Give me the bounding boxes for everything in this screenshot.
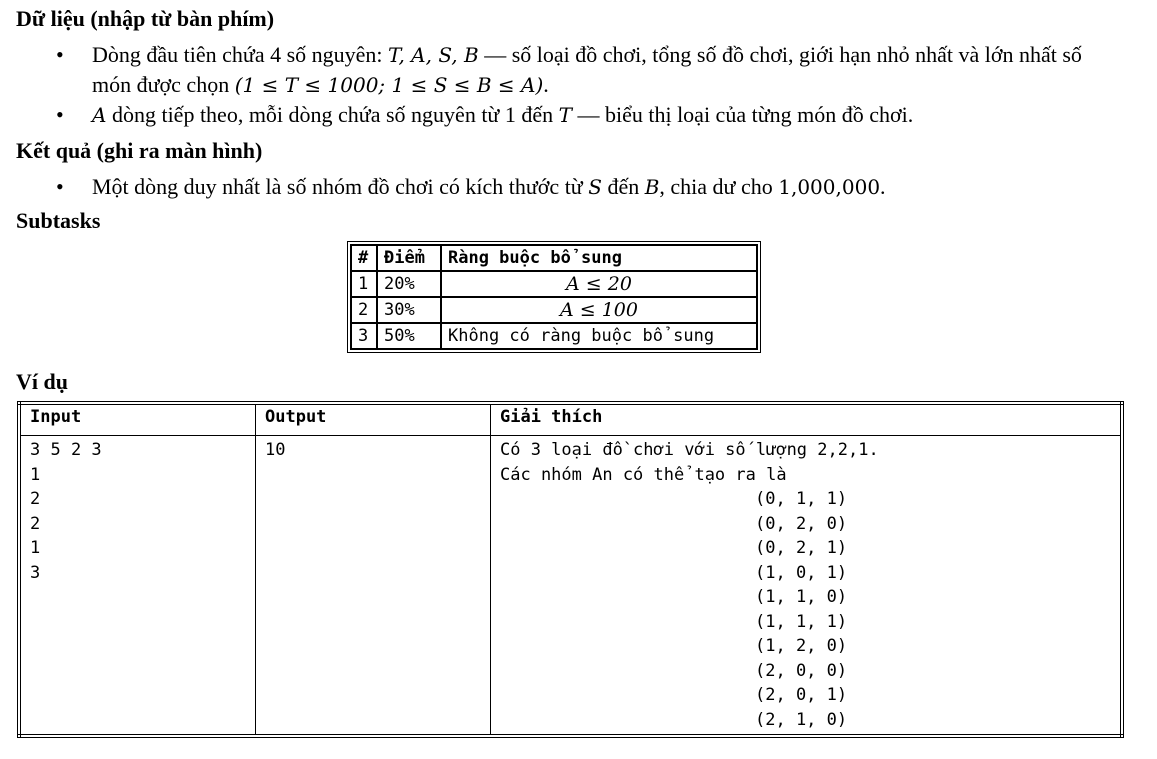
input-line: 1 bbox=[30, 464, 41, 485]
constraint: (1 ≤ T ≤ 1000; 1 ≤ S ≤ B ≤ A) bbox=[234, 73, 544, 97]
output-heading: Kết quả (ghi ra màn hình) bbox=[16, 138, 263, 163]
subtask-score: 50% bbox=[377, 323, 441, 349]
input-bullet-2: • A dòng tiếp theo, mỗi dòng chứa số nguyên từ 1 đến T — biểu thị loại của từng món đồ chơi. bbox=[54, 100, 1114, 130]
subtasks-header-row bbox=[351, 245, 757, 271]
example-heading: Ví dụ bbox=[16, 369, 68, 394]
input-line: 1 bbox=[30, 538, 41, 558]
input-line: 2 bbox=[30, 513, 41, 534]
input-heading: Dữ liệu (nhập từ bàn phím) bbox=[16, 6, 275, 31]
output-line: 10 bbox=[265, 440, 286, 460]
subtask-row bbox=[351, 297, 757, 323]
example-explain-cell bbox=[491, 436, 1123, 737]
example-header-input: Input bbox=[19, 403, 256, 436]
tuple-line: (1, 1, 1) bbox=[755, 611, 848, 632]
subtask-constraint: A ≤ 100 bbox=[441, 297, 757, 323]
tuple-line: (0, 2, 0) bbox=[755, 513, 848, 534]
tuple-line: (1, 0, 1) bbox=[755, 562, 848, 583]
subtask-score: 30% bbox=[377, 297, 441, 323]
subtasks-table bbox=[347, 241, 761, 353]
example-header-explain: Giải thích bbox=[491, 403, 1123, 436]
input-line: 2 bbox=[30, 489, 41, 509]
subtask-constraint: A ≤ 20 bbox=[441, 271, 757, 297]
example-header-row bbox=[19, 403, 1122, 436]
example-input-cell bbox=[19, 436, 256, 737]
example-body-row bbox=[19, 436, 1122, 737]
subtask-id: 1 bbox=[351, 271, 377, 297]
input-line: 3 bbox=[30, 562, 41, 583]
tuple-line: (1, 1, 0) bbox=[755, 587, 848, 607]
subtask-row bbox=[351, 323, 757, 349]
tuple-line: (0, 1, 1) bbox=[755, 489, 848, 509]
subtask-constraint: Không có ràng buộc bổ sung bbox=[441, 323, 757, 349]
subtask-id: 3 bbox=[351, 323, 377, 349]
input-bullets bbox=[54, 40, 1114, 130]
tuple-line: (2, 1, 0) bbox=[755, 709, 848, 730]
output-bullets bbox=[54, 172, 1114, 202]
subtask-score: 20% bbox=[377, 271, 441, 297]
tuple-line: (0, 2, 1) bbox=[755, 538, 848, 558]
explain-line: Có 3 loại đồ chơi với số lượng 2,2,1. bbox=[500, 440, 879, 460]
var-list: T, A, S, B bbox=[388, 43, 479, 67]
subtask-id: 2 bbox=[351, 297, 377, 323]
input-line: 3 5 2 3 bbox=[30, 440, 102, 460]
explain-line: Các nhóm An có thể tạo ra là bbox=[500, 464, 787, 485]
input-bullet-1: • Dòng đầu tiên chứa 4 số nguyên: T, A, S, B — số loại đồ chơi, tổng số đồ chơi, giới hạn nhỏ nhất và lớn nhất số món được chọn (1 ≤ T ≤ 1000; 1 ≤ S ≤ B ≤ A). bbox=[54, 40, 1114, 100]
subtasks-header-constraint: Ràng buộc bổ sung bbox=[441, 245, 757, 271]
tuple-line: (1, 2, 0) bbox=[755, 636, 848, 656]
subtask-row bbox=[351, 271, 757, 297]
output-bullet-1: • Một dòng duy nhất là số nhóm đồ chơi có kích thước từ S đến B, chia dư cho 1,000,000. bbox=[54, 172, 1114, 202]
subtasks-header-id: # bbox=[351, 245, 377, 271]
subtasks-heading: Subtasks bbox=[16, 208, 101, 233]
subtasks-header-score: Điểm bbox=[377, 245, 441, 271]
tuple-line: (2, 0, 1) bbox=[755, 685, 848, 705]
example-table bbox=[17, 401, 1124, 738]
tuple-line: (2, 0, 0) bbox=[755, 660, 848, 681]
example-header-output: Output bbox=[256, 403, 491, 436]
example-output-cell bbox=[256, 436, 491, 737]
